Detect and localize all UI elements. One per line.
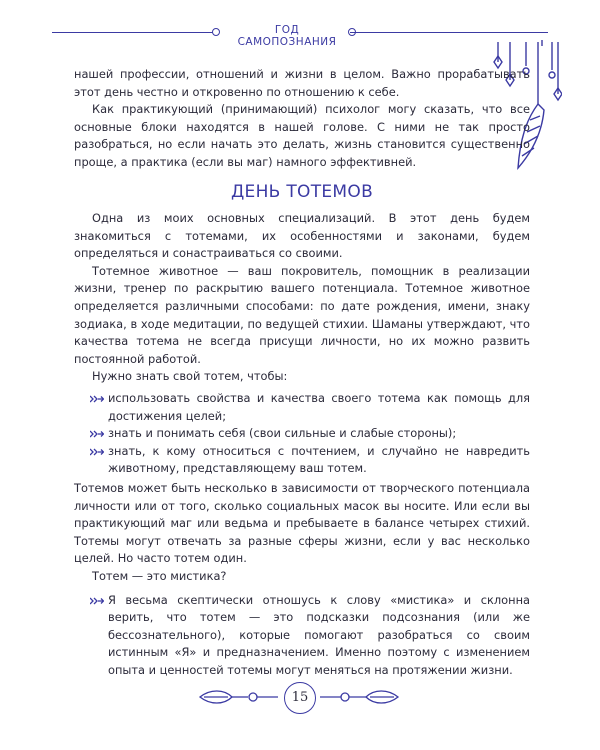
arrow-bullet-icon — [90, 430, 104, 438]
header-rule-left — [52, 32, 214, 33]
arrow-bullet-icon — [90, 597, 104, 605]
quote-list — [74, 592, 530, 680]
section-paragraph-1: Одна из моих основных специализаций. В этот день будем знакомиться с тотемами, их особенностями и законами, будем определяться и сонастраиваться со своими. — [74, 211, 530, 261]
header-rule-right — [350, 32, 548, 33]
bullet-text: знать и понимать себя (свои сильные и слабые стороны); — [108, 426, 457, 441]
intro-paragraph-1: нашей профессии, отношений и жизни в целом. Важно прорабатывать этот день честно и откровенно по отношению к себе. — [74, 67, 530, 99]
section-paragraph-2: Тотемное животное — ваш покровитель, помощник в реализации жизни, тренер по раскрытию вашего потенциала. Тотемное животное определяется различными способами: по дате рождения, имени, знаку зодиака, в ходе медитации, по ведущей стихии. Шаманы утверждают, что качества тотема не всегда присущи личности, но их можно развить постоянной работой. — [74, 263, 530, 366]
bullet-text: использовать свойства и качества своего тотема как помощь для достижения целей; — [108, 390, 530, 423]
quote-text: Я весьма скептически отношусь к слову «мистика» и склонна верить, что тотем — это подсказки подсознания (или же бессознательного), которые помогают разобраться со своим истинным «Я» и предназначением. Именно поэтому с изменением опыта и ценностей тотемы могут меняться на протяжении жизни. — [108, 592, 530, 677]
section-heading: ДЕНЬ ТОТЕМОВ — [230, 182, 374, 202]
section-paragraph-4: Тотемов может быть несколько в зависимости от творческого потенциала личности или от того, сколько социальных масок вы носите. Или если вы практикующий маг или ведьма и пребываете в балансе четырех стихий. Тотемы могут отвечать за разные сферы жизни, если у вас несколько целей. Но часто тотем один. — [74, 481, 530, 566]
arrow-bullet-icon — [90, 395, 104, 403]
footer-ornament-left-icon — [198, 688, 278, 706]
running-header — [52, 22, 548, 48]
arrow-bullet-icon — [90, 448, 104, 456]
intro-paragraph-2: Как практикующий (принимающий) психолог могу сказать, что все основные блоки находятся в нашей голове. С ними не так просто разобраться, но если начать это делать, жизнь становится существенно проще, а практика (если вы маг) намного эффективней. — [74, 102, 530, 169]
section-body-continued — [74, 480, 530, 680]
bullet-list — [74, 390, 530, 478]
footer-ornament-right-icon — [320, 688, 400, 706]
list-item — [74, 425, 530, 443]
header-dot-left — [212, 28, 220, 36]
bullet-text: знать, к кому относиться с почтением, и случайно не навредить животному, представляющему ваш тотем. — [108, 443, 530, 476]
list-item — [74, 443, 530, 478]
section-body — [74, 210, 530, 478]
page-footer — [170, 680, 430, 714]
running-header-title: ГОД САМОПОЗНАНИЯ — [237, 24, 337, 48]
section-paragraph-3: Нужно знать свой тотем, чтобы: — [92, 369, 288, 384]
list-item — [74, 390, 530, 425]
intro-block — [74, 66, 530, 172]
list-item — [74, 592, 530, 680]
section-paragraph-5: Тотем — это мистика? — [92, 568, 227, 583]
page-number: 15 — [284, 682, 316, 714]
